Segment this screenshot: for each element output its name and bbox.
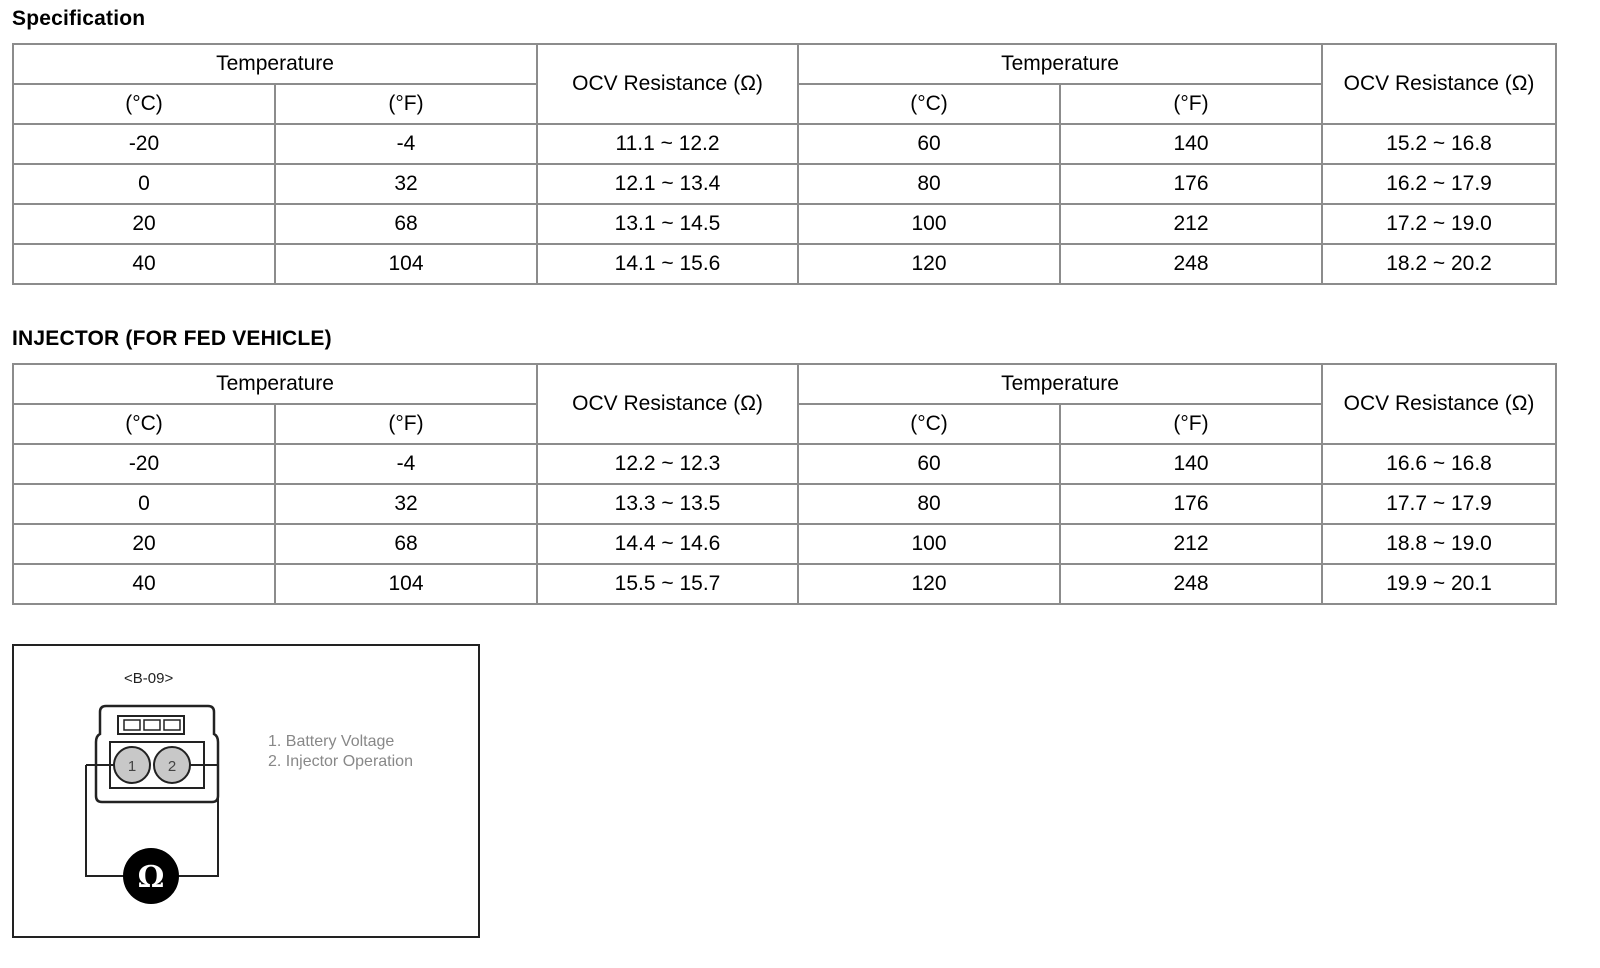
celsius-header: (°C) bbox=[798, 84, 1060, 124]
fahrenheit-header: (°F) bbox=[275, 84, 537, 124]
table-row bbox=[13, 524, 1556, 564]
resistance-header: OCV Resistance (Ω) bbox=[1322, 364, 1556, 444]
table-cell: 20 bbox=[13, 524, 275, 564]
table-cell: 15.5 ~ 15.7 bbox=[537, 564, 798, 604]
table-row bbox=[13, 564, 1556, 604]
table-cell: 18.2 ~ 20.2 bbox=[1322, 244, 1556, 284]
table-cell: 68 bbox=[275, 204, 537, 244]
legend-item: 2. Injector Operation bbox=[268, 753, 413, 770]
table-cell: 0 bbox=[13, 164, 275, 204]
table-row bbox=[13, 444, 1556, 484]
table-cell: 80 bbox=[798, 484, 1060, 524]
table-cell: -20 bbox=[13, 444, 275, 484]
table-cell: 212 bbox=[1060, 524, 1322, 564]
table-cell: 17.2 ~ 19.0 bbox=[1322, 204, 1556, 244]
temperature-header: Temperature bbox=[13, 44, 537, 84]
table-cell: 212 bbox=[1060, 204, 1322, 244]
table-cell: 40 bbox=[13, 244, 275, 284]
table-cell: 13.3 ~ 13.5 bbox=[537, 484, 798, 524]
table-cell: 11.1 ~ 12.2 bbox=[537, 124, 798, 164]
table-cell: 176 bbox=[1060, 484, 1322, 524]
table-cell: 60 bbox=[798, 124, 1060, 164]
table-cell: 176 bbox=[1060, 164, 1322, 204]
table-cell: -20 bbox=[13, 124, 275, 164]
table-cell: 15.2 ~ 16.8 bbox=[1322, 124, 1556, 164]
pin-1-label: 1 bbox=[127, 758, 137, 775]
connector-diagram bbox=[12, 644, 480, 938]
resistance-header: OCV Resistance (Ω) bbox=[1322, 44, 1556, 124]
table-cell: 248 bbox=[1060, 564, 1322, 604]
table-cell: 140 bbox=[1060, 444, 1322, 484]
temperature-header: Temperature bbox=[13, 364, 537, 404]
table-cell: 120 bbox=[798, 564, 1060, 604]
celsius-header: (°C) bbox=[798, 404, 1060, 444]
table-cell: 0 bbox=[13, 484, 275, 524]
temperature-header: Temperature bbox=[798, 364, 1322, 404]
table-cell: 104 bbox=[275, 564, 537, 604]
table-cell: 140 bbox=[1060, 124, 1322, 164]
table-cell: 40 bbox=[13, 564, 275, 604]
table-cell: 100 bbox=[798, 524, 1060, 564]
table-cell: 68 bbox=[275, 524, 537, 564]
table-cell: 19.9 ~ 20.1 bbox=[1322, 564, 1556, 604]
injector-resistance-table bbox=[12, 363, 1557, 605]
table-cell: 80 bbox=[798, 164, 1060, 204]
celsius-header: (°C) bbox=[13, 84, 275, 124]
table-cell: 12.2 ~ 12.3 bbox=[537, 444, 798, 484]
table-cell: 13.1 ~ 14.5 bbox=[537, 204, 798, 244]
table-row bbox=[13, 484, 1556, 524]
pin-legend bbox=[268, 732, 413, 772]
fahrenheit-header: (°F) bbox=[1060, 404, 1322, 444]
lock-slot bbox=[124, 720, 140, 730]
connector-label: <B-09> bbox=[124, 670, 174, 687]
table-cell: -4 bbox=[275, 124, 537, 164]
connector-drawing bbox=[14, 646, 478, 936]
lock-slot bbox=[144, 720, 160, 730]
pin-2-label: 2 bbox=[167, 758, 177, 775]
table-cell: 18.8 ~ 19.0 bbox=[1322, 524, 1556, 564]
table-cell: 16.6 ~ 16.8 bbox=[1322, 444, 1556, 484]
table-cell: 60 bbox=[798, 444, 1060, 484]
celsius-header: (°C) bbox=[13, 404, 275, 444]
fahrenheit-header: (°F) bbox=[1060, 84, 1322, 124]
resistance-header: OCV Resistance (Ω) bbox=[537, 44, 798, 124]
spec-heading: Specification bbox=[12, 7, 146, 30]
lock-slot bbox=[164, 720, 180, 730]
table-cell: 14.1 ~ 15.6 bbox=[537, 244, 798, 284]
table-cell: 12.1 ~ 13.4 bbox=[537, 164, 798, 204]
table-row bbox=[13, 164, 1556, 204]
table-cell: 16.2 ~ 17.9 bbox=[1322, 164, 1556, 204]
table-cell: 20 bbox=[13, 204, 275, 244]
legend-item: 1. Battery Voltage bbox=[268, 733, 395, 750]
table-cell: 100 bbox=[798, 204, 1060, 244]
table-cell: 248 bbox=[1060, 244, 1322, 284]
table-cell: 120 bbox=[798, 244, 1060, 284]
table-cell: 104 bbox=[275, 244, 537, 284]
table-row bbox=[13, 204, 1556, 244]
table-cell: -4 bbox=[275, 444, 537, 484]
fahrenheit-header: (°F) bbox=[275, 404, 537, 444]
table-cell: 14.4 ~ 14.6 bbox=[537, 524, 798, 564]
table-row bbox=[13, 124, 1556, 164]
table-cell: 32 bbox=[275, 484, 537, 524]
table-row bbox=[13, 244, 1556, 284]
table-cell: 32 bbox=[275, 164, 537, 204]
injector-heading: INJECTOR (FOR FED VEHICLE) bbox=[12, 327, 332, 350]
ohm-symbol: Ω bbox=[137, 860, 165, 895]
ocv-resistance-table bbox=[12, 43, 1557, 285]
table-cell: 17.7 ~ 17.9 bbox=[1322, 484, 1556, 524]
temperature-header: Temperature bbox=[798, 44, 1322, 84]
resistance-header: OCV Resistance (Ω) bbox=[537, 364, 798, 444]
